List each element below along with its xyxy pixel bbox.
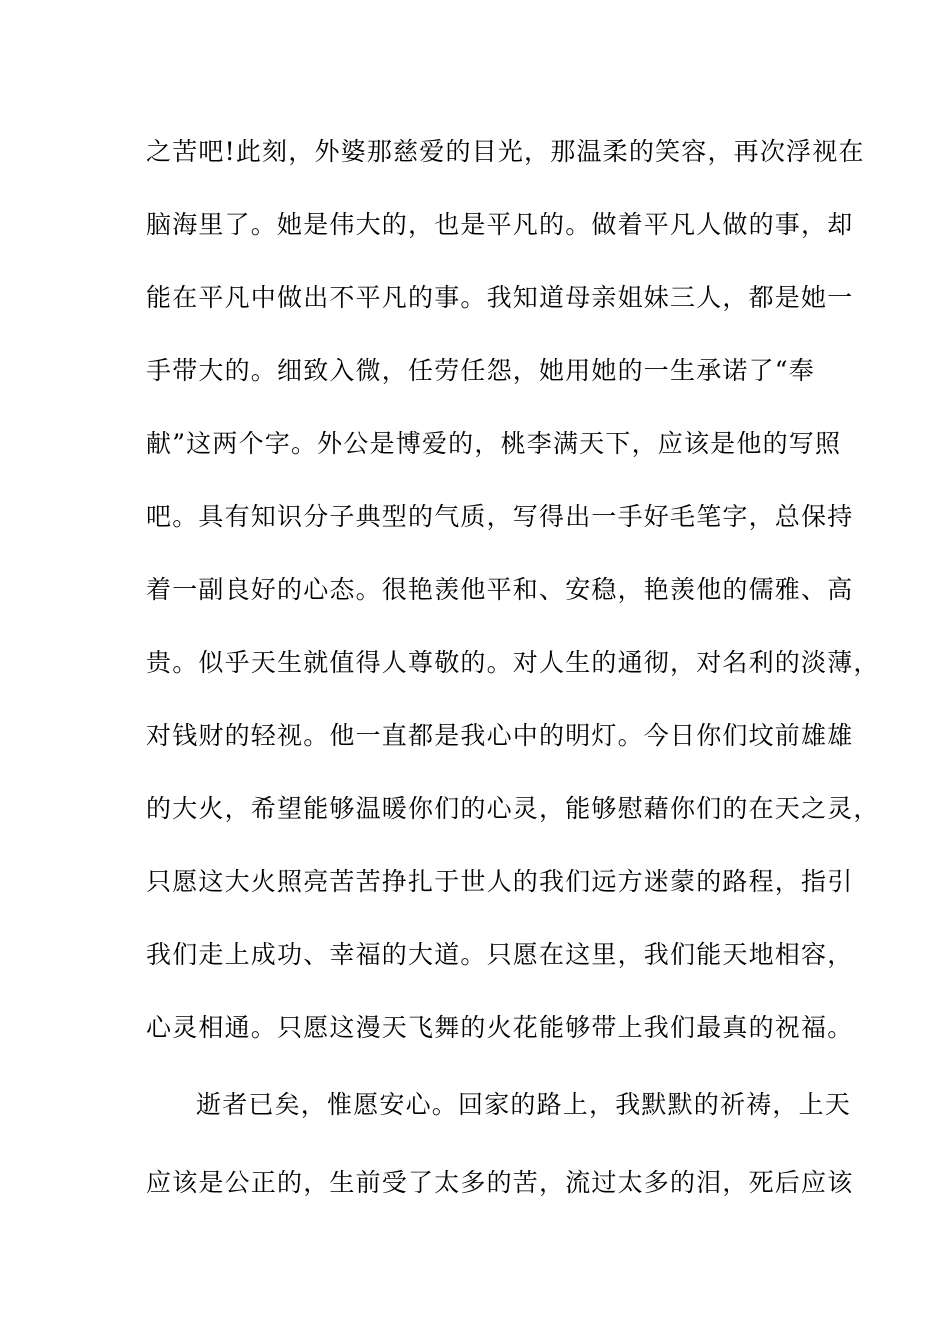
text-line: 贵。似乎天生就值得人尊敬的。对人生的通彻，对名利的淡薄， <box>146 648 880 677</box>
text-line: 吧。具有知识分子典型的气质，写得出一手好毛笔字，总保持 <box>146 502 854 531</box>
text-line: 心灵相通。只愿这漫天飞舞的火花能够带上我们最真的祝福。 <box>146 1013 854 1042</box>
text-line: 脑海里了。她是伟大的，也是平凡的。做着平凡人做的事，却 <box>146 210 854 239</box>
text-line: 对钱财的轻视。他一直都是我心中的明灯。今日你们坟前雄雄 <box>146 721 854 750</box>
text-line: 之苦吧!此刻，外婆那慈爱的目光，那温柔的笑容，再次浮视在 <box>146 137 865 166</box>
text-line: 我们走上成功、幸福的大道。只愿在这里，我们能天地相容， <box>146 940 854 969</box>
text-line: 能在平凡中做出不平凡的事。我知道母亲姐妹三人，都是她一 <box>146 283 854 312</box>
text-line: 应该是公正的，生前受了太多的苦，流过太多的泪，死后应该 <box>146 1168 854 1197</box>
text-line: 着一副良好的心态。很艳羡他平和、安稳，艳羡他的儒雅、高 <box>146 575 854 604</box>
text-line: 只愿这大火照亮苦苦挣扎于世人的我们远方迷蒙的路程，指引 <box>146 867 854 896</box>
text-line: 的大火，希望能够温暖你们的心灵，能够慰藉你们的在天之灵， <box>146 794 880 823</box>
paragraph-first-line: 逝者已矣，惟愿安心。回家的路上，我默默的祈祷，上天 <box>196 1090 852 1119</box>
text-line: 献”这两个字。外公是博爱的，桃李满天下，应该是他的写照 <box>146 429 842 458</box>
text-line: 手带大的。细致入微，任劳任怨，她用她的一生承诺了“奉 <box>146 356 815 385</box>
